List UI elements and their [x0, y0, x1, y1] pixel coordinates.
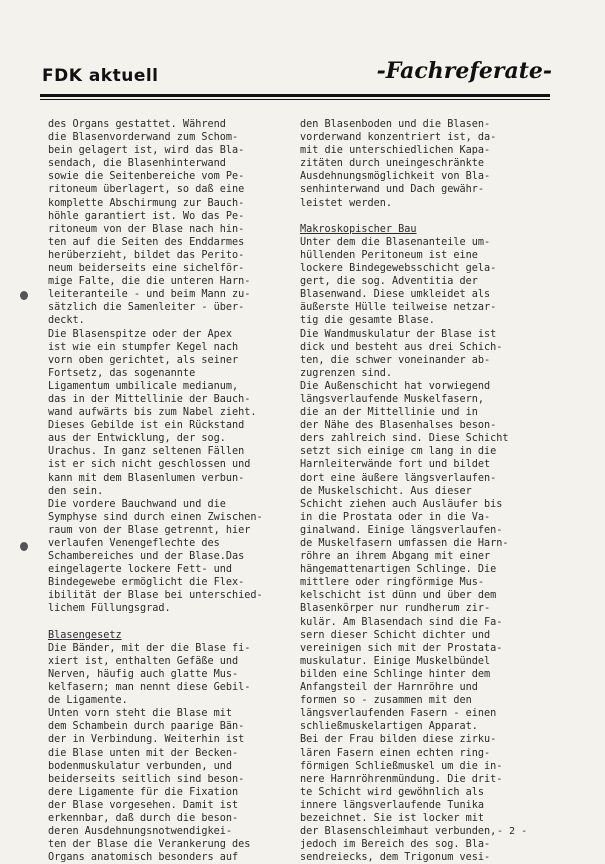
text-line: des Organs gestattet. Während: [48, 119, 226, 130]
text-line: ritoneum von der Blase nach hin-: [48, 223, 245, 235]
text-line: Harnleiterwände fort und bildet: [300, 459, 491, 471]
text-line: dick und besteht aus drei Schich-: [300, 341, 503, 353]
text-line: setzt sich einige cm lang in die: [300, 446, 497, 458]
text-line: ginalwand. Einige längsverlaufen-: [300, 524, 503, 536]
text-line: neum beiderseits eine sichelför-: [48, 263, 245, 275]
header-rule-thin: [40, 99, 550, 100]
left-text-column: [48, 118, 288, 864]
text-line: schließmuskelartigen Apparat.: [300, 721, 478, 733]
text-line: sern dieser Schicht dichter und: [300, 629, 491, 641]
page-header: [40, 52, 550, 92]
text-line: kann mit dem Blasenlumen verbun-: [48, 472, 245, 484]
text-line: Die Bänder, mit der die Blase fi-: [48, 642, 251, 654]
text-line: zugrenzen sind.: [300, 367, 393, 379]
text-line: Schambereiches und der Blase.Das: [48, 551, 245, 563]
text-line: Schicht ziehen auch Ausläufer bis: [300, 498, 503, 510]
text-line: ist er sich nicht geschlossen und: [48, 459, 251, 471]
text-line: sowie die Seitenbereiche vom Pe-: [48, 171, 245, 183]
text-line: äußerste Hülle teilweise netzar-: [300, 302, 497, 314]
text-line: zitäten durch uneingeschränkte: [300, 158, 485, 170]
section-heading: Blasengesetz: [48, 629, 122, 641]
punch-hole-top: [20, 291, 28, 300]
text-line: Organs anatomisch besonders auf: [48, 852, 239, 864]
text-line: dort eine äußere längsverlaufen-: [300, 472, 497, 484]
text-line: Fortsetz, das sogenannte: [48, 367, 196, 379]
text-line: der Blase vorgesehen. Damit ist: [48, 799, 239, 811]
text-line: komplette Abschirmung zur Bauch-: [48, 197, 245, 209]
header-rule-thick: [40, 94, 550, 97]
text-line: deckt.: [48, 315, 85, 327]
text-line: te Schicht wird gewöhnlich als: [300, 786, 485, 798]
text-line: hüllenden Peritoneum ist eine: [300, 249, 478, 261]
text-line: jedoch im Bereich des sog. Bla-: [300, 839, 491, 851]
text-line: sendreiecks, dem Trigonum vesi-: [300, 852, 491, 864]
text-line: kulär. Am Blasendach sind die Fa-: [300, 616, 503, 628]
text-line: verlaufen Venengeflechte des: [48, 538, 220, 549]
text-line: beiderseits seitlich sind beson-: [48, 773, 245, 785]
text-line: die Blasenvorderwand zum Schom-: [48, 132, 239, 144]
text-line: mit die unterschiedlichen Kapa-: [300, 145, 491, 157]
text-line: förmigen Schließmuskel um die in-: [300, 760, 503, 772]
text-line: dem Schambein durch paarige Bän-: [48, 721, 245, 733]
text-line: Symphyse sind durch einen Zwischen-: [48, 511, 263, 523]
text-line: raum von der Blase getrennt, hier: [48, 524, 251, 536]
text-line: bilden eine Schlinge hinter dem: [300, 668, 491, 680]
text-line: muskulatur. Einige Muskelbündel: [300, 655, 491, 667]
text-line: bodenmuskulatur verbunden, und: [48, 760, 233, 772]
text-line: Unten vorn steht die Blase mit: [48, 708, 233, 720]
text-line: lichem Füllungsgrad.: [48, 603, 171, 615]
text-line: röhre an ihrem Abgang mit einer: [300, 551, 491, 563]
text-line: längsverlaufenden Fasern - einen: [300, 708, 497, 720]
text-line: Die vordere Bauchwand und die: [48, 498, 226, 510]
text-line: der Blasenschleimhaut verbunden,: [300, 826, 497, 838]
text-line: de Muskelfasern umfassen die Harn-: [300, 538, 509, 549]
text-line: xiert ist, enthalten Gefäße und: [48, 655, 239, 667]
text-line: leistet werden.: [300, 197, 393, 209]
text-line: ten, die schwer voneinander ab-: [300, 354, 491, 366]
text-line: innere längsverlaufende Tunika: [300, 799, 485, 811]
text-line: lären Fasern einen echten ring-: [300, 747, 491, 759]
text-line: eingelagerte lockere Fett- und: [48, 564, 233, 576]
text-line: Unter dem die Blasenanteile um-: [300, 236, 491, 248]
text-line: Die Blasenspitze oder der Apex: [48, 328, 233, 340]
text-line: ten auf die Seiten des Enddarmes: [48, 236, 245, 248]
text-line: ten der Blase die Verankerung des: [48, 839, 251, 851]
text-line: höhle garantiert ist. Wo das Pe-: [48, 210, 245, 222]
text-line: wand aufwärts bis zum Nabel zieht.: [48, 407, 257, 419]
text-line: gert, die sog. Adventitia der: [300, 276, 478, 288]
text-line: kelschicht ist dünn und über dem: [300, 590, 497, 602]
text-line: Anfangsteil der Harnröhre und: [300, 682, 478, 694]
text-line: Blasenkörper nur rundherum zir-: [300, 603, 491, 615]
text-line: Ligamentum umbilicale medianum,: [48, 380, 239, 392]
text-line: ibilität der Blase bei unterschied-: [48, 590, 263, 602]
text-line: tig die gesamte Blase.: [300, 315, 435, 327]
text-line: aus der Entwicklung, der sog.: [48, 433, 226, 445]
text-line: Die Außenschicht hat vorwiegend: [300, 380, 491, 392]
text-line: senhinterwand und Dach gewähr-: [300, 184, 485, 196]
text-line: Urachus. In ganz seltenen Fällen: [48, 446, 245, 458]
page-number: - 2 -: [497, 826, 528, 837]
text-line: ders zahlreich sind. Diese Schicht: [300, 433, 509, 445]
text-line: nere Harnröhrenmündung. Die drit-: [300, 773, 503, 785]
section-heading: Makroskopischer Bau: [300, 223, 417, 235]
text-line: Ausdehnungsmöglichkeit von Bla-: [300, 171, 491, 183]
text-line: [48, 616, 288, 629]
text-line: Blasenwand. Diese umkleidet als: [300, 289, 491, 301]
text-line: ist wie ein stumpfer Kegel nach: [48, 341, 239, 353]
text-line: Bei der Frau bilden diese zirku-: [300, 734, 497, 746]
right-text-column: [300, 118, 540, 864]
text-line: längsverlaufende Muskelfasern,: [300, 393, 485, 405]
text-line: mittlere oder ringförmige Mus-: [300, 577, 485, 589]
text-line: Dieses Gebilde ist ein Rückstand: [48, 420, 245, 432]
text-line: das in der Mittellinie der Bauch-: [48, 393, 251, 405]
text-line: sendach, die Blasenhinterwand: [48, 158, 226, 170]
punch-hole-bottom: [20, 542, 28, 551]
text-line: de Ligamente.: [48, 695, 128, 707]
text-line: mige Falte, die die unteren Harn-: [48, 276, 251, 288]
text-line: Bindegewebe ermöglicht die Flex-: [48, 577, 245, 589]
header-section-title: -Fachreferate-: [376, 58, 552, 84]
text-line: de Muskelschicht. Aus dieser: [300, 485, 472, 497]
text-line: den Blasenboden und die Blasen-: [300, 119, 491, 130]
text-line: Nerven, häufig auch glatte Mus-: [48, 668, 239, 680]
text-line: vorn oben gerichtet, als seiner: [48, 354, 239, 366]
text-line: in die Prostata oder in die Va-: [300, 511, 491, 523]
text-line: vorderwand konzentriert ist, da-: [300, 132, 497, 144]
text-line: herüberzieht, bildet das Perito-: [48, 249, 245, 261]
text-line: bein gelagert ist, wird das Bla-: [48, 145, 245, 157]
text-line: sätzlich die Samenleiter - über-: [48, 302, 245, 314]
text-line: bezeichnet. Sie ist locker mit: [300, 812, 485, 824]
text-line: kelfasern; man nennt diese Gebil-: [48, 682, 251, 694]
text-line: die Blase unten mit der Becken-: [48, 747, 239, 759]
text-line: die an der Mittellinie und in: [300, 407, 478, 419]
text-line: der in Verbindung. Weiterhin ist: [48, 734, 245, 746]
text-line: formen so - zusammen mit den: [300, 695, 472, 707]
text-line: leiteranteile - und beim Mann zu-: [48, 289, 251, 301]
text-line: Die Wandmuskulatur der Blase ist: [300, 328, 497, 340]
text-line: der Nähe des Blasenhalses beson-: [300, 420, 497, 432]
text-line: deren Ausdehnungsnotwendigkei-: [48, 826, 233, 838]
text-line: vereinigen sich mit der Prostata-: [300, 642, 503, 654]
header-brand: FDK aktuell: [42, 66, 159, 86]
text-line: erkennbar, daß durch die beson-: [48, 812, 239, 824]
text-line: lockere Bindegewebsschicht gela-: [300, 263, 497, 275]
text-line: dere Ligamente für die Fixation: [48, 786, 239, 798]
text-line: hängemattenartigen Schlinge. Die: [300, 564, 497, 576]
text-line: den sein.: [48, 485, 104, 497]
text-line: [300, 210, 540, 223]
text-line: ritoneum überlagert, so daß eine: [48, 184, 245, 196]
